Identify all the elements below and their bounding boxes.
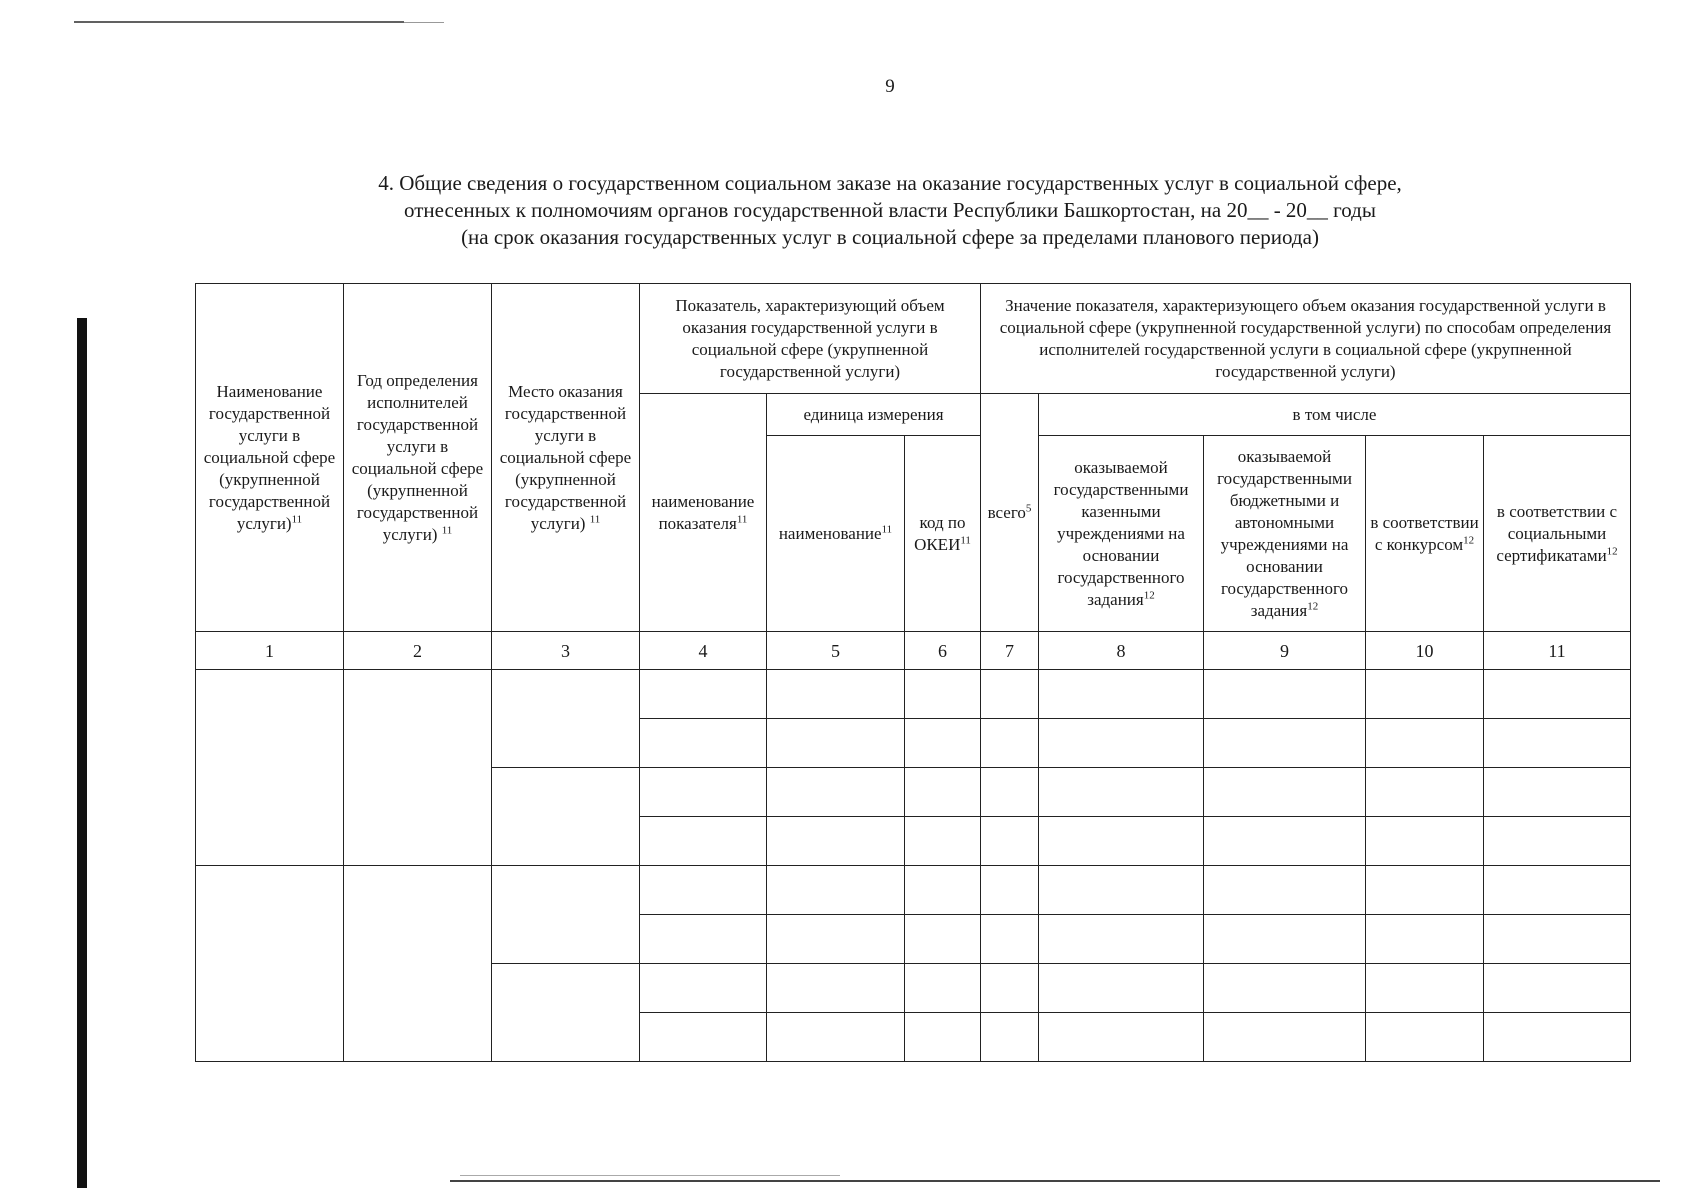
header-indicator-name: наименование показателя$^{11}$ [640,394,767,632]
column-number: 9 [1204,632,1366,670]
table-cell [1204,670,1366,719]
table-cell [1204,1013,1366,1062]
table-cell [1484,768,1631,817]
table-cell [981,915,1039,964]
column-number: 2 [344,632,492,670]
column-number: 7 [981,632,1039,670]
page-number: 9 [885,76,895,97]
scan-edge-line [404,22,444,23]
table-cell [767,964,905,1013]
table-cell [1204,768,1366,817]
table-cell [640,915,767,964]
table-cell [905,719,981,768]
table-cell [1039,768,1204,817]
table-cell [1039,1013,1204,1062]
column-number: 3 [492,632,640,670]
column-number: 11 [1484,632,1631,670]
table-cell [640,670,767,719]
table-cell [905,964,981,1013]
table-cell [1484,817,1631,866]
social-order-table [195,283,1631,1062]
table-cell [981,719,1039,768]
table-cell [905,866,981,915]
table-cell [1039,866,1204,915]
table-cell [1366,670,1484,719]
table-cell [1484,866,1631,915]
table-row [196,670,1631,719]
table-cell [1039,719,1204,768]
scan-edge-line [74,21,404,23]
column-number: 1 [196,632,344,670]
table-cell [981,964,1039,1013]
table-cell [767,670,905,719]
table-cell [767,817,905,866]
table-cell [1039,670,1204,719]
header-including: в том числе [1039,394,1631,436]
table-cell [767,768,905,817]
table-cell [1204,866,1366,915]
cell-place [492,768,640,866]
column-number: 4 [640,632,767,670]
table-cell [1484,719,1631,768]
header-unit-group: единица измерения [767,394,981,436]
table-cell [1204,964,1366,1013]
table-row [196,866,1631,915]
table-cell [981,1013,1039,1062]
cell-service-name [196,866,344,1062]
table-cell [1366,964,1484,1013]
table-cell [1204,817,1366,866]
scan-edge-line [450,1180,1660,1182]
header-place: Место оказания государственной услуги в социальной сфере (укрупненной государственной услуги) $^{11}$ [492,284,640,632]
table-cell [1204,915,1366,964]
table-cell [905,915,981,964]
table-cell [1484,915,1631,964]
column-number: 6 [905,632,981,670]
table-cell [1484,964,1631,1013]
table-cell [1039,817,1204,866]
table-cell [1366,768,1484,817]
cell-service-name [196,670,344,866]
table-cell [1204,719,1366,768]
column-number: 5 [767,632,905,670]
header-certificates: в соответствии с социальными сертификатами$^{12}$ [1484,436,1631,632]
table-cell [1366,915,1484,964]
table-cell [640,964,767,1013]
header-okei: код по ОКЕИ$^{11}$ [905,436,981,632]
scan-binding-shadow [77,318,87,1188]
section-title [300,170,1480,251]
table-cell [981,670,1039,719]
scan-edge-line [460,1175,840,1176]
header-service-name: Наименование государственной услуги в социальной сфере (укрупненной государственной услуги)$^{11}$ [196,284,344,632]
column-number: 8 [1039,632,1204,670]
cell-year [344,670,492,866]
header-year: Год определения исполнителей государственной услуги в социальной сфере (укрупненной государственной услуги) $^{11}$ [344,284,492,632]
header-kazennye: оказываемой государственными казенными учреждениями на основании государственного задания$^{12}$ [1039,436,1204,632]
cell-place [492,964,640,1062]
table-cell [640,1013,767,1062]
table-cell [640,817,767,866]
table-cell [1484,670,1631,719]
table-cell [1484,1013,1631,1062]
header-value-group: Значение показателя, характеризующего объем оказания государственной услуги в социальной сфере (укрупненной государственной услуги) по способам определения исполнителей государственной услуги в социальной сфере (укрупненной государственной услуги) [981,284,1631,394]
header-total: всего$^5$ [981,394,1039,632]
title-line-1: 4. Общие сведения о государственном социальном заказе на оказание государственных услуг в социальной сфере, [378,171,1402,195]
table-cell [640,719,767,768]
table-cell [1366,817,1484,866]
column-number: 10 [1366,632,1484,670]
header-unit-name: наименование$^{11}$ [767,436,905,632]
title-line-2: отнесенных к полномочиям органов государственной власти Республики Башкортостан, на 20__ - 20__ годы [404,198,1376,222]
table-cell [640,768,767,817]
table-cell [1366,1013,1484,1062]
table-cell [981,817,1039,866]
table-cell [767,1013,905,1062]
title-line-3: (на срок оказания государственных услуг в социальной сфере за пределами планового периода) [461,225,1319,249]
column-number-row [196,632,1631,670]
cell-place [492,866,640,964]
table-cell [1039,964,1204,1013]
table-cell [767,719,905,768]
table-cell [767,866,905,915]
table-cell [905,670,981,719]
table-cell [981,866,1039,915]
table-cell [1366,866,1484,915]
cell-year [344,866,492,1062]
table-cell [767,915,905,964]
table-cell [1366,719,1484,768]
table-cell [981,768,1039,817]
table-cell [905,768,981,817]
header-budget: оказываемой государственными бюджетными и автономными учреждениями на основании государственного задания$^{12}$ [1204,436,1366,632]
cell-place [492,670,640,768]
table-cell [1039,915,1204,964]
header-contest: в соответствии с конкурсом$^{12}$ [1366,436,1484,632]
table-cell [640,866,767,915]
table-cell [905,1013,981,1062]
table-cell [905,817,981,866]
header-indicator-group: Показатель, характеризующий объем оказания государственной услуги в социальной сфере (укрупненной государственной услуги) [640,284,981,394]
